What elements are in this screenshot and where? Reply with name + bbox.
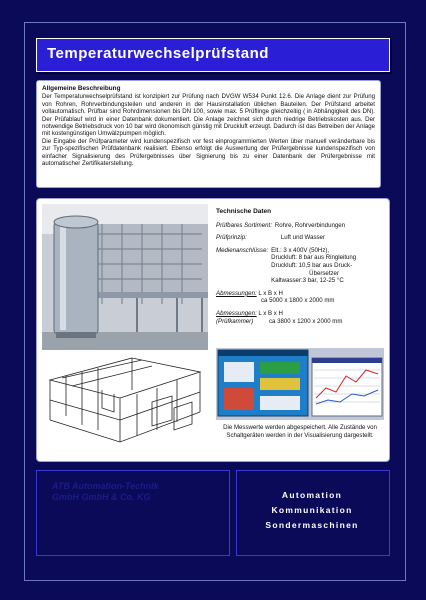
spec-medien-label: Medienanschlüsse:: [216, 246, 269, 254]
spec-medien-line-2: Druckluft: 8 bar aus Ringleitung: [271, 254, 357, 262]
technical-data-heading: Technische Daten: [216, 208, 272, 215]
spec-abm1-dims: L x B x H: [258, 289, 283, 297]
description-paragraph-2: Die Eingabe der Prüfparameter wird kundenspezifisch vor fest einprogrammierten Werten über manuell veränderbare bis zur Typ-spezifischen Prüfdatenbank realisiert. Ebenso erfolgt die Auswertung der Prüfergebnisse kundenspezifisch von einfacher Signalisierung des Prüfergebnisses über Signierung bis zu einer Datenbank der Prüfergebnisse mit automatischer Zertifikaterstellung.: [42, 137, 375, 168]
spec-medien-line-5: Kaltwasser:3 bar, 12-25 °C: [271, 277, 344, 285]
company-name: [52, 481, 222, 503]
service-sondermaschinen: Sondermaschinen: [265, 520, 359, 530]
spec-medien: [216, 247, 384, 285]
spec-prinzip-label: Prüfprinzip:: [216, 234, 247, 242]
spec-medien-values: [271, 247, 356, 285]
visualization-screenshots: [216, 348, 384, 420]
company-name-line-2: GmbH GmbH & Co. KG: [52, 492, 151, 502]
spec-sortiment-label: Prüfbares Sortiment:: [216, 221, 272, 229]
service-automation: Automation: [281, 490, 343, 500]
spec-medien-line-3: Druckluft: 10,5 bar aus Druck-: [271, 261, 353, 269]
spec-abmessungen-kammer: [216, 310, 384, 325]
technical-data: [216, 208, 384, 330]
service-kommunikation: Kommunikation: [271, 505, 353, 515]
spec-sortiment-value: Rohre, Rohrverbindungen: [274, 221, 346, 229]
spec-abm2-sub: (Prüfkammer): [216, 317, 254, 325]
spec-abmessungen-anlage: [216, 290, 384, 305]
spec-abm1-value: ca 5000 x 1800 x 2000 mm: [261, 297, 335, 305]
spec-medien-line-4: Übersetzer: [309, 269, 339, 277]
spec-sortiment: [216, 222, 384, 230]
spec-abm2-dims: L x B x H: [258, 309, 283, 317]
services-list: [236, 488, 388, 533]
description-paragraph-1: Der Temperaturwechselprüfstand ist konzipiert zur Prüfung nach DVGW W534 Punkt 12.6. Die Anlage dient zur Prüfung von Rohren, Rohrverbindungsteilen und anderen in der Hausinstallation üblichen Bauteilen. Der Prüfstand arbeitet vollautomatisch. Prüfbar sind Rohrdimensionen bis DN 100, sowie max. 5 Prüflinge gleichzeitig ( in Abhängigkeit des DN). Der Prüfablauf wird in einer Datenbank dokumentiert. Die Anlage zeichnet sich durch niedrige Betriebskosten aus. Der notwendige Betriebsdruck von 10 bar wird ökonomisch günstig mit Druckluft erzeugt. Dadurch ist das Betreiben der Anlage mit kostengünstigen Umwälzpumpen möglich.: [42, 93, 375, 138]
spec-prinzip-value: Luft und Wasser: [280, 234, 325, 242]
spec-medien-line-1: Elt.: 3 x 400V (50Hz),: [271, 246, 330, 254]
spec-prinzip: [216, 234, 384, 242]
description-heading: Allgemeine Beschreibung: [42, 85, 121, 92]
spec-abm2-value: ca 3800 x 1200 x 2000 mm: [268, 317, 343, 325]
rig-technical-drawing: [42, 350, 208, 454]
description-panel: [36, 80, 381, 188]
test-rig-photo: [42, 204, 208, 350]
spec-abm1-label: Abmessungen:: [216, 289, 257, 297]
page-title: Temperaturwechselprüfstand: [47, 45, 269, 62]
spec-abm2-label: Abmessungen:: [216, 309, 257, 317]
title-banner: [36, 38, 390, 72]
visualization-caption: Die Messwerte werden abgespeichert. Alle Zustände von Schaltgeräten werden in der Visualisierung dargestellt.: [223, 424, 377, 439]
company-name-line-1: ATB Automation-Technik: [52, 481, 159, 491]
